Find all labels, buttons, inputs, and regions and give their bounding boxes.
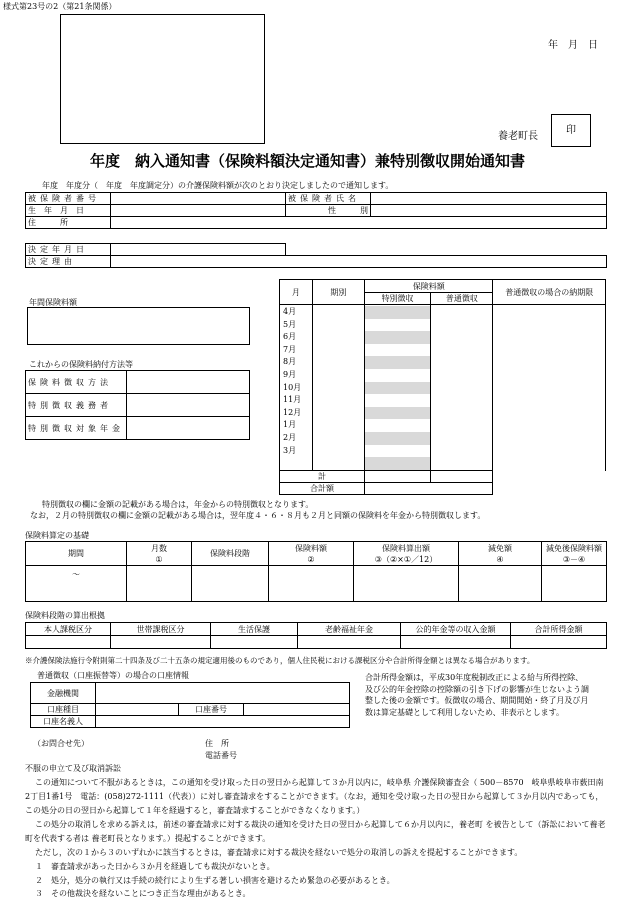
amount-header: 保険料額 <box>364 280 493 293</box>
insured-no-value <box>111 193 286 205</box>
special-column <box>364 305 430 471</box>
period-header: 期別 <box>312 280 364 305</box>
insured-name-label: 被保険者氏名 <box>286 193 371 205</box>
photo-box <box>60 14 265 144</box>
grade-header: 老齢福祉年金 <box>298 623 401 636</box>
method-value <box>127 371 250 394</box>
contact-tel: 電話番号 <box>205 751 237 760</box>
appeal-item: ３ その他裁決を経ないことにつき正当な理由があるとき。 <box>35 889 251 898</box>
method-table <box>25 370 250 440</box>
decision-table <box>25 243 607 268</box>
basis-header-period: 期間 <box>26 542 127 566</box>
appeal-item: ２ 処分，処分の執行又は手続の続行により生ずる著しい損害を避けるため緊急の必要があるとき。 <box>35 875 395 885</box>
account-type-label: 口座種目 <box>31 704 96 716</box>
month-row: 6月 <box>283 332 297 342</box>
bank-institution-label: 金融機関 <box>31 683 96 704</box>
appeal-heading: 不服の申立て及び取消訴訟 <box>25 764 121 773</box>
insured-no-label: 被保険者番号 <box>26 193 111 205</box>
grade-header: 合計所得金額 <box>511 623 607 636</box>
contact-label: （お問合せ先） <box>33 739 89 748</box>
decision-date-value <box>111 244 286 256</box>
month-row: 12月 <box>283 407 302 417</box>
month-row: 1月 <box>283 420 297 430</box>
grade-header: 世帯課税区分 <box>111 623 211 636</box>
date-label: 年 月 日 <box>548 40 598 51</box>
birth-label: 生 年 月 日 <box>26 205 111 217</box>
basis-header-calc: 保険料算出額 ③（②×①／12） <box>354 542 459 566</box>
account-number-value <box>244 704 350 716</box>
appeal-paragraph-3: ただし，次の１から３のいずれかに該当するときは，審査請求に対する裁決を経ないで処分の取消しの訴えを提起することができます。 <box>35 848 523 857</box>
decision-reason-value <box>111 256 607 268</box>
month-row: 4月 <box>283 307 297 316</box>
decision-date-label: 決定年月日 <box>26 244 111 256</box>
appeal-paragraph-2: この処分の取消しを求める訴えは，前述の審査請求に対する裁決の通知を受けた日の翌日から起算して６か月以内に，養老町 を被告として（訴訟において養老町を代表する者は 養老町長となります。）提起することができます。 <box>25 820 606 843</box>
method-heading: これからの保険料納付方法等 <box>29 360 133 369</box>
form-number: 様式第23号の2（第21条関係） <box>3 2 117 11</box>
month-row: 9月 <box>283 369 297 379</box>
contact-address: 住 所 <box>205 739 229 748</box>
bank-heading: 普通徴収（口座振替等）の場合の口座情報 <box>37 671 189 680</box>
seal-text: 印 <box>566 125 576 136</box>
month-row: 11月 <box>283 395 302 405</box>
basis-header-reduction: 減免額 ④ <box>459 542 542 566</box>
insured-info-table <box>25 192 607 229</box>
note-february: なお，２月の特別徴収の欄に金額の記載がある場合は，翌年度４・６・８月も２月と同額の保険料を年金から特別徴収します。 <box>30 511 486 520</box>
sex-label: 性 別 <box>286 205 371 217</box>
basis-header-final: 減免後保険料額 ③－④ <box>542 542 607 566</box>
grade-header: 生活保護 <box>211 623 298 636</box>
basis-header-premium: 保険料額 ② <box>269 542 354 566</box>
month-row: 10月 <box>283 382 302 392</box>
basis-table <box>25 541 607 602</box>
basis-period-value: ～ <box>26 566 127 602</box>
month-header: 月 <box>280 280 313 305</box>
page-title: 年度 納入通知書（保険料額決定通知書）兼特別徴収開始通知書 <box>90 152 526 170</box>
account-holder-label: 口座名義人 <box>31 716 96 728</box>
address-value <box>111 217 607 229</box>
income-note: 合計所得金額は，平成30年度税制改正による給与所得控除、及び公的年金控除の控除額の引き下げの影響が生じないよう調整した後の金額です。仮徴収の場合、期間開始・終了月及び月数は算定基礎として利用しないため、非表示とします。 <box>365 673 589 717</box>
grand-total-label: 合計額 <box>280 483 365 495</box>
grand-total-value <box>364 483 493 495</box>
sex-value <box>371 205 607 217</box>
decision-reason-label: 決定理由 <box>26 256 111 268</box>
bank-table <box>30 682 350 728</box>
month-row: 8月 <box>283 357 297 367</box>
grade-header: 本人課税区分 <box>26 623 111 636</box>
grade-heading: 保険料段階の算出根拠 <box>25 611 105 620</box>
annual-label: 年間保険料額 <box>29 298 77 307</box>
annual-amount-box <box>27 307 250 345</box>
mayor-label: 養老町長 <box>498 131 538 142</box>
pension-label: 特別徴収対象年金 <box>26 417 127 440</box>
account-type-value <box>96 704 179 716</box>
month-row: 2月 <box>283 432 297 442</box>
ordinary-header: 普通徴収 <box>431 293 493 305</box>
address-label: 住 所 <box>26 217 111 229</box>
total-special <box>364 471 430 483</box>
seal-box <box>551 114 591 147</box>
total-ordinary <box>431 471 493 483</box>
bank-institution-value <box>96 683 350 704</box>
grade-header: 公的年金等の収入金額 <box>401 623 511 636</box>
grade-table <box>25 622 607 649</box>
basis-heading: 保険料算定の基礎 <box>25 531 89 540</box>
total-label: 計 <box>280 471 365 483</box>
obligor-value <box>127 394 250 417</box>
note-special: 特別徴収の欄に金額の記載がある場合は，年金からの特別徴収となります。 <box>42 500 314 509</box>
appeal-list <box>35 860 395 901</box>
account-number-label: 口座番号 <box>179 704 244 716</box>
insured-name-value <box>371 193 607 205</box>
deadline-header: 普通徴収の場合の納期限 <box>493 280 606 305</box>
appeal-item: １ 審査請求があった日から３か月を経過しても裁決がないとき。 <box>35 862 275 871</box>
basis-header-grade: 保険料段階 <box>192 542 269 566</box>
birth-value <box>111 205 286 217</box>
schedule-table <box>279 279 606 495</box>
month-row: 5月 <box>283 319 297 329</box>
month-row: 3月 <box>283 445 297 455</box>
method-label: 保険料徴収方法 <box>26 371 127 394</box>
account-holder-value <box>96 716 350 728</box>
appeal-paragraph-1: この通知について不服があるときは，この通知を受け取った日の翌日から起算して３か月以内に，岐阜県 介護保険審査会（ 500－8570 岐阜県岐阜市薮田南2丁目1番1号 電話：(058)272-1111（代表））に対し審査請求をすることができます。（なお，通知を受け取った日の翌日から起算して３か月以内であっても，この処分の日の翌日から起算して１年を経過すると，審査請求することができなくなります。） <box>25 778 604 815</box>
intro-text: 年度 年度分（ 年度 年度調定分）の介護保険料額が次のとおり決定しましたので通知します。 <box>42 181 394 190</box>
pension-value <box>127 417 250 440</box>
basis-header-months: 月数 ① <box>127 542 192 566</box>
law-note: ※介護保険法施行令附則第二十四条及び二十五条の規定適用後のものであり，個人住民税における課税区分や合計所得金額とは異なる場合があります。 <box>25 656 535 665</box>
month-row: 7月 <box>283 344 297 354</box>
special-header: 特別徴収 <box>364 293 430 305</box>
obligor-label: 特別徴収義務者 <box>26 394 127 417</box>
